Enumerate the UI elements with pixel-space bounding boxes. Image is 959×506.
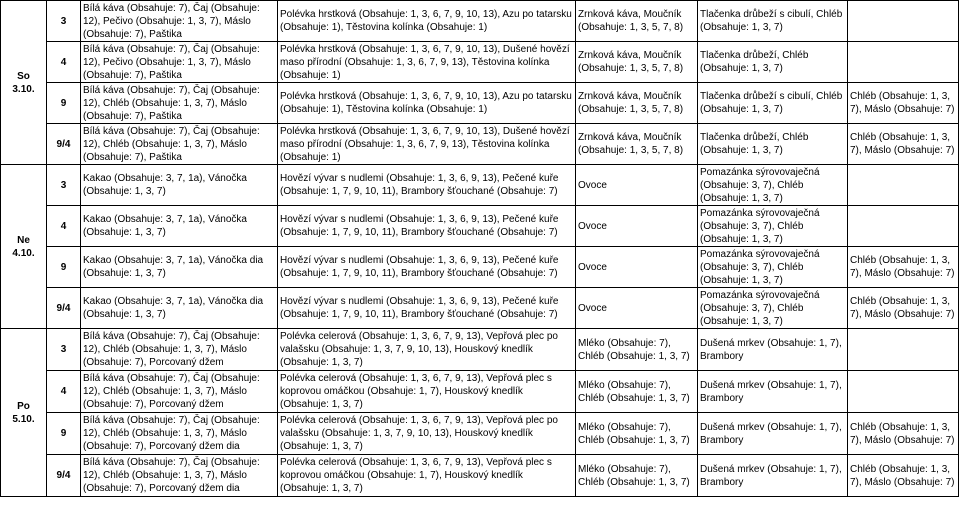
menu-row [1, 83, 959, 124]
breakfast-cell: Bílá káva (Obsahuje: 7), Čaj (Obsahuje: 12), Chléb (Obsahuje: 1, 3, 7), Máslo (Obsahuje: 7), Porcovaný džem [81, 329, 278, 371]
lunch-cell: Polévka hrstková (Obsahuje: 1, 3, 6, 7, 9, 10, 13), Dušené hovězí maso přírodní (Obsahuje: 1, 3, 6, 7, 9, 13), Těstovina kolínka (Obsahuje: 1) [278, 42, 576, 83]
diet-category: 4 [47, 371, 81, 413]
lunch-cell: Polévka celerová (Obsahuje: 1, 3, 6, 7, 9, 13), Vepřová plec po valašsku (Obsahuje: 1, 3, 7, 9, 10, 13), Houskový knedlík (Obsahuje: 1, 3, 7) [278, 329, 576, 371]
second-dinner-cell [848, 206, 959, 247]
day-cell [1, 329, 47, 497]
diet-category: 3 [47, 329, 81, 371]
dinner-cell: Pomazánka sýrovovaječná (Obsahuje: 3, 7), Chléb (Obsahuje: 1, 3, 7) [698, 288, 848, 329]
lunch-cell: Hovězí vývar s nudlemi (Obsahuje: 1, 3, 6, 9, 13), Pečené kuře (Obsahuje: 1, 7, 9, 10, 11), Brambory šťouchané (Obsahuje: 7) [278, 206, 576, 247]
lunch-cell: Polévka hrstková (Obsahuje: 1, 3, 6, 7, 9, 10, 13), Azu po tatarsku (Obsahuje: 1), Těstovina kolínka (Obsahuje: 1) [278, 83, 576, 124]
snack-cell: Mléko (Obsahuje: 7), Chléb (Obsahuje: 1, 3, 7) [576, 413, 698, 455]
breakfast-cell: Kakao (Obsahuje: 3, 7, 1a), Vánočka (Obsahuje: 1, 3, 7) [81, 206, 278, 247]
diet-category: 9 [47, 83, 81, 124]
second-dinner-cell: Chléb (Obsahuje: 1, 3, 7), Máslo (Obsahuje: 7) [848, 83, 959, 124]
menu-row [1, 288, 959, 329]
snack-cell: Zrnková káva, Moučník (Obsahuje: 1, 3, 5, 7, 8) [576, 83, 698, 124]
snack-cell: Zrnková káva, Moučník (Obsahuje: 1, 3, 5, 7, 8) [576, 1, 698, 42]
dinner-cell: Tlačenka drůbeží, Chléb (Obsahuje: 1, 3, 7) [698, 124, 848, 165]
second-dinner-cell: Chléb (Obsahuje: 1, 3, 7), Máslo (Obsahuje: 7) [848, 247, 959, 288]
second-dinner-cell: Chléb (Obsahuje: 1, 3, 7), Máslo (Obsahuje: 7) [848, 288, 959, 329]
diet-category: 3 [47, 1, 81, 42]
dinner-cell: Tlačenka drůbeží s cibulí, Chléb (Obsahuje: 1, 3, 7) [698, 83, 848, 124]
breakfast-cell: Bílá káva (Obsahuje: 7), Čaj (Obsahuje: 12), Chléb (Obsahuje: 1, 3, 7), Máslo (Obsahuje: 7), Porcovaný džem dia [81, 413, 278, 455]
menu-row [1, 371, 959, 413]
second-dinner-cell: Chléb (Obsahuje: 1, 3, 7), Máslo (Obsahuje: 7) [848, 413, 959, 455]
lunch-cell: Polévka hrstková (Obsahuje: 1, 3, 6, 7, 9, 10, 13), Dušené hovězí maso přírodní (Obsahuje: 1, 3, 6, 7, 9, 13), Těstovina kolínka (Obsahuje: 1) [278, 124, 576, 165]
breakfast-cell: Kakao (Obsahuje: 3, 7, 1a), Vánočka dia (Obsahuje: 1, 3, 7) [81, 247, 278, 288]
menu-row [1, 247, 959, 288]
snack-cell: Ovoce [576, 247, 698, 288]
lunch-cell: Polévka celerová (Obsahuje: 1, 3, 6, 7, 9, 13), Vepřová plec s koprovou omáčkou (Obsahuje: 1, 7), Houskový knedlík (Obsahuje: 1, 3, 7) [278, 371, 576, 413]
lunch-cell: Polévka celerová (Obsahuje: 1, 3, 6, 7, 9, 13), Vepřová plec po valašsku (Obsahuje: 1, 3, 7, 9, 10, 13), Houskový knedlík (Obsahuje: 1, 3, 7) [278, 413, 576, 455]
snack-cell: Mléko (Obsahuje: 7), Chléb (Obsahuje: 1, 3, 7) [576, 371, 698, 413]
diet-category: 9 [47, 247, 81, 288]
lunch-cell: Polévka celerová (Obsahuje: 1, 3, 6, 7, 9, 13), Vepřová plec s koprovou omáčkou (Obsahuje: 1, 7), Houskový knedlík (Obsahuje: 1, 3, 7) [278, 455, 576, 497]
snack-cell: Mléko (Obsahuje: 7), Chléb (Obsahuje: 1, 3, 7) [576, 455, 698, 497]
diet-category: 3 [47, 165, 81, 206]
dinner-cell: Pomazánka sýrovovaječná (Obsahuje: 3, 7), Chléb (Obsahuje: 1, 3, 7) [698, 165, 848, 206]
second-dinner-cell [848, 1, 959, 42]
second-dinner-cell [848, 329, 959, 371]
menu-row [1, 413, 959, 455]
breakfast-cell: Bílá káva (Obsahuje: 7), Čaj (Obsahuje: 12), Chléb (Obsahuje: 1, 3, 7), Máslo (Obsahuje: 7), Porcovaný džem [81, 371, 278, 413]
menu-row [1, 329, 959, 371]
diet-category: 9/4 [47, 288, 81, 329]
lunch-cell: Polévka hrstková (Obsahuje: 1, 3, 6, 7, 9, 10, 13), Azu po tatarsku (Obsahuje: 1), Těstovina kolínka (Obsahuje: 1) [278, 1, 576, 42]
dinner-cell: Tlačenka drůbeží, Chléb (Obsahuje: 1, 3, 7) [698, 42, 848, 83]
diet-category: 9 [47, 413, 81, 455]
breakfast-cell: Bílá káva (Obsahuje: 7), Čaj (Obsahuje: 12), Chléb (Obsahuje: 1, 3, 7), Máslo (Obsahuje: 7), Paštika [81, 83, 278, 124]
snack-cell: Ovoce [576, 288, 698, 329]
diet-category: 9/4 [47, 455, 81, 497]
dinner-cell: Dušená mrkev (Obsahuje: 1, 7), Brambory [698, 371, 848, 413]
day-name: Po [17, 400, 30, 412]
second-dinner-cell [848, 371, 959, 413]
menu-row [1, 42, 959, 83]
dinner-cell: Dušená mrkev (Obsahuje: 1, 7), Brambory [698, 413, 848, 455]
menu-row [1, 206, 959, 247]
snack-cell: Zrnková káva, Moučník (Obsahuje: 1, 3, 5, 7, 8) [576, 42, 698, 83]
second-dinner-cell: Chléb (Obsahuje: 1, 3, 7), Máslo (Obsahuje: 7) [848, 455, 959, 497]
snack-cell: Ovoce [576, 206, 698, 247]
menu-row [1, 1, 959, 42]
day-date: 5.10. [12, 413, 35, 425]
day-date: 4.10. [12, 247, 35, 259]
breakfast-cell: Kakao (Obsahuje: 3, 7, 1a), Vánočka (Obsahuje: 1, 3, 7) [81, 165, 278, 206]
breakfast-cell: Kakao (Obsahuje: 3, 7, 1a), Vánočka dia (Obsahuje: 1, 3, 7) [81, 288, 278, 329]
dinner-cell: Dušená mrkev (Obsahuje: 1, 7), Brambory [698, 329, 848, 371]
lunch-cell: Hovězí vývar s nudlemi (Obsahuje: 1, 3, 6, 9, 13), Pečené kuře (Obsahuje: 1, 7, 9, 10, 11), Brambory šťouchané (Obsahuje: 7) [278, 247, 576, 288]
breakfast-cell: Bílá káva (Obsahuje: 7), Čaj (Obsahuje: 12), Pečivo (Obsahuje: 1, 3, 7), Máslo (Obsahuje: 7), Paštika [81, 1, 278, 42]
lunch-cell: Hovězí vývar s nudlemi (Obsahuje: 1, 3, 6, 9, 13), Pečené kuře (Obsahuje: 1, 7, 9, 10, 11), Brambory šťouchané (Obsahuje: 7) [278, 288, 576, 329]
day-date: 3.10. [12, 83, 35, 95]
second-dinner-cell [848, 42, 959, 83]
menu-row [1, 455, 959, 497]
lunch-cell: Hovězí vývar s nudlemi (Obsahuje: 1, 3, 6, 9, 13), Pečené kuře (Obsahuje: 1, 7, 9, 10, 11), Brambory šťouchané (Obsahuje: 7) [278, 165, 576, 206]
dinner-cell: Pomazánka sýrovovaječná (Obsahuje: 3, 7), Chléb (Obsahuje: 1, 3, 7) [698, 206, 848, 247]
day-name: So [17, 70, 30, 82]
diet-category: 4 [47, 42, 81, 83]
snack-cell: Zrnková káva, Moučník (Obsahuje: 1, 3, 5, 7, 8) [576, 124, 698, 165]
day-name: Ne [17, 234, 30, 246]
diet-category: 9/4 [47, 124, 81, 165]
diet-category: 4 [47, 206, 81, 247]
breakfast-cell: Bílá káva (Obsahuje: 7), Čaj (Obsahuje: 12), Chléb (Obsahuje: 1, 3, 7), Máslo (Obsahuje: 7), Paštika [81, 124, 278, 165]
dinner-cell: Dušená mrkev (Obsahuje: 1, 7), Brambory [698, 455, 848, 497]
second-dinner-cell [848, 165, 959, 206]
second-dinner-cell: Chléb (Obsahuje: 1, 3, 7), Máslo (Obsahuje: 7) [848, 124, 959, 165]
snack-cell: Mléko (Obsahuje: 7), Chléb (Obsahuje: 1, 3, 7) [576, 329, 698, 371]
menu-row [1, 124, 959, 165]
day-cell [1, 165, 47, 329]
day-cell [1, 1, 47, 165]
snack-cell: Ovoce [576, 165, 698, 206]
dinner-cell: Tlačenka drůbeží s cibulí, Chléb (Obsahuje: 1, 3, 7) [698, 1, 848, 42]
breakfast-cell: Bílá káva (Obsahuje: 7), Čaj (Obsahuje: 12), Pečivo (Obsahuje: 1, 3, 7), Máslo (Obsahuje: 7), Paštika [81, 42, 278, 83]
menu-row [1, 165, 959, 206]
breakfast-cell: Bílá káva (Obsahuje: 7), Čaj (Obsahuje: 12), Chléb (Obsahuje: 1, 3, 7), Máslo (Obsahuje: 7), Porcovaný džem dia [81, 455, 278, 497]
dinner-cell: Pomazánka sýrovovaječná (Obsahuje: 3, 7), Chléb (Obsahuje: 1, 3, 7) [698, 247, 848, 288]
